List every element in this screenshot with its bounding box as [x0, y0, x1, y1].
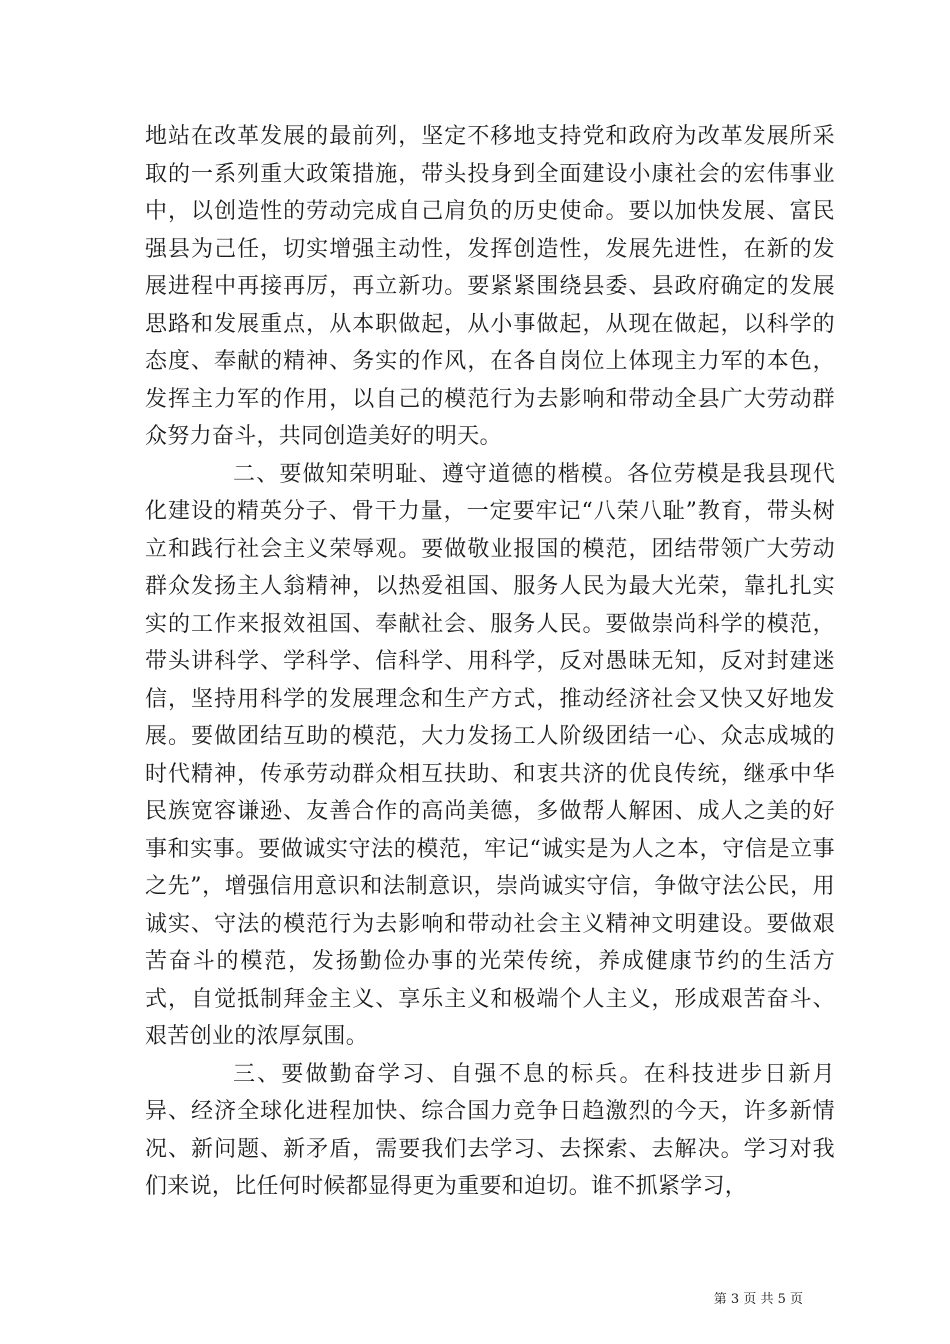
page-number-footer: 第 3 页 共 5 页: [713, 1292, 803, 1307]
paragraph-3: 三、要做勤奋学习、自强不息的标兵。在科技进步日新月异、经济全球化进程加快、综合国力竞争日趋激烈的今天，许多新情况、新问题、新矛盾，需要我们去学习、去探索、去解决。学习对我们来说，比任何时候都显得更为重要和迫切。谁不抓紧学习，: [145, 1061, 835, 1199]
document-body: [145, 118, 835, 1206]
paragraph-2: 二、要做知荣明耻、遵守道德的楷模。各位劳模是我县现代化建设的精英分子、骨干力量，一定要牢记“八荣八耻”教育，带头树立和践行社会主义荣辱观。要做敬业报国的模范，团结带领广大劳动群众发扬主人翁精神，以热爱祖国、服务人民为最大光荣，靠扎扎实实的工作来报效祖国、奉献社会、服务人民。要做崇尚科学的模范，带头讲科学、学科学、信科学、用科学，反对愚昧无知，反对封建迷信，坚持用科学的发展理念和生产方式，推动经济社会又快又好地发展。要做团结互助的模范，大力发扬工人阶级团结一心、众志成城的时代精神，传承劳动群众相互扶助、和衷共济的优良传统，继承中华民族宽容谦逊、友善合作的高尚美德，多做帮人解困、成人之美的好事和实事。要做诚实守法的模范，牢记“诚实是为人之本，守信是立事之先”，增强信用意识和法制意识，崇尚诚实守信，争做守法公民，用诚实、守法的模范行为去影响和带动社会主义精神文明建设。要做艰苦奋斗的模范，发扬勤俭办事的光荣传统，养成健康节约的生活方式，自觉抵制拜金主义、享乐主义和极端个人主义，形成艰苦奋斗、艰苦创业的浓厚氛围。: [145, 461, 835, 1049]
paragraph-1: 地站在改革发展的最前列，坚定不移地支持党和政府为改革发展所采取的一系列重大政策措施，带头投身到全面建设小康社会的宏伟事业中，以创造性的劳动完成自己肩负的历史使命。要以加快发展、富民强县为己任，切实增强主动性，发挥创造性，发展先进性，在新的发展进程中再接再厉，再立新功。要紧紧围绕县委、县政府确定的发展思路和发展重点，从本职做起，从小事做起，从现在做起，以科学的态度、奉献的精神、务实的作风，在各自岗位上体现主力军的本色，发挥主力军的作用，以自己的模范行为去影响和带动全县广大劳动群众努力奋斗，共同创造美好的明天。: [145, 124, 835, 449]
